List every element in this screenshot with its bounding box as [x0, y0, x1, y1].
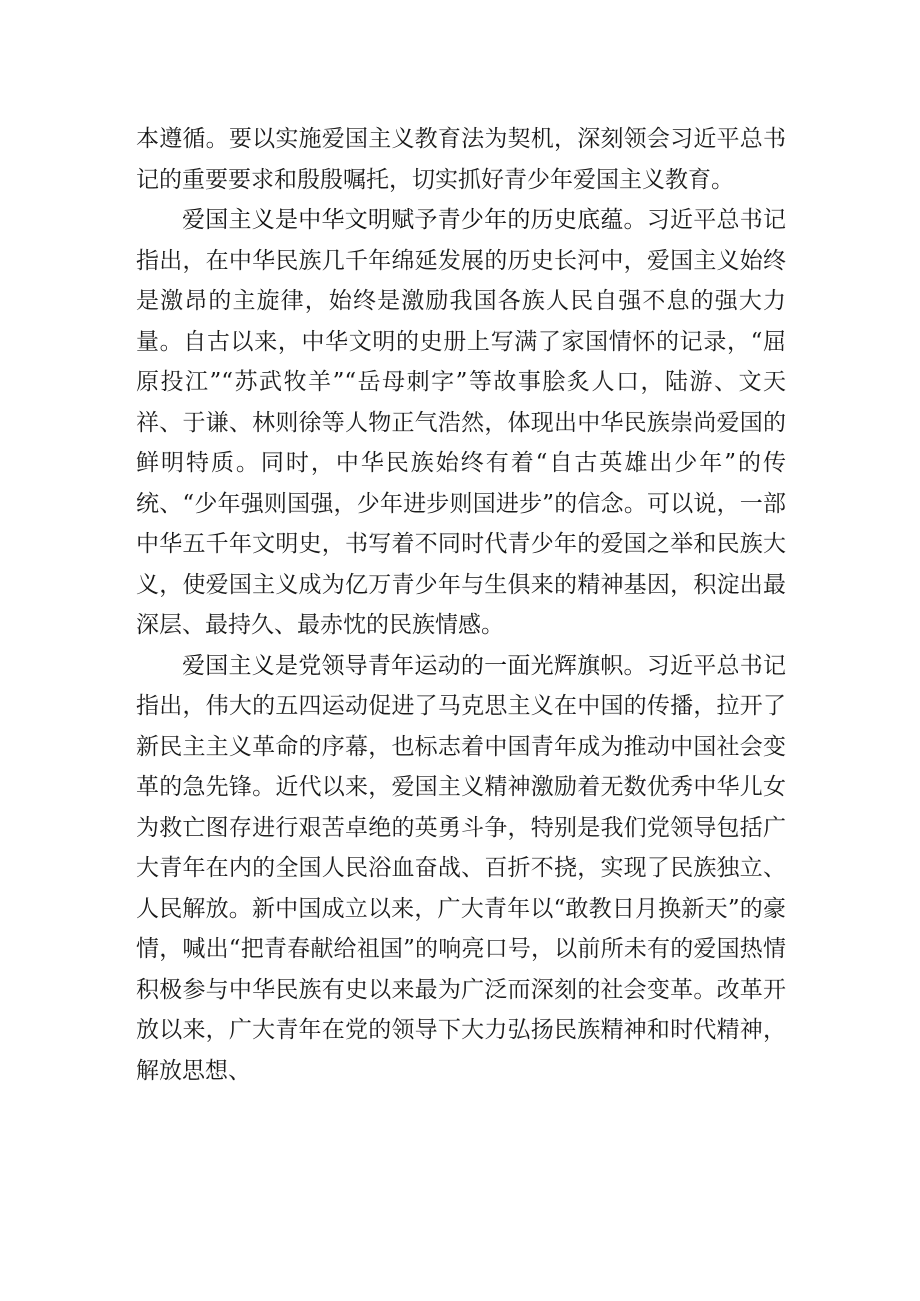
paragraph-body: 习近平总书记指出，在中华民族几千年绵延发展的历史长河中，爱国主义始终是激昂的主旋律，始终是激励我国各族人民自强不息的强大力量。自古以来，中华文明的史册上写满了家国情怀的记录，“屈原投江”“苏武牧羊”“岳母刺字”等故事脍炙人口，陆游、文天祥、于谦、林则徐等人物正气浩然，体现出中华民族崇尚爱国的鲜明特质。同时，中华民族始终有着“自古英雄出少年”的传统、“少年强则国强，少年进步则国进步”的信念。可以说，一部中华五千年文明史，书写着不同时代青少年的爱国之举和民族大义，使爱国主义成为亿万青少年与生俱来的精神基因，积淀出最深层、最持久、最赤忱的民族情感。 — [136, 207, 787, 638]
body-text — [136, 119, 786, 1091]
paragraph-youth-movement — [136, 646, 786, 1092]
paragraph-lead-sentence: 爱国主义是中华文明赋予青少年的历史底蕴。 — [182, 207, 647, 233]
paragraph-continuation — [136, 119, 786, 200]
paragraph-historical-heritage — [136, 200, 786, 646]
paragraph-body: 本遵循。要以实施爱国主义教育法为契机，深刻领会习近平总书记的重要要求和殷殷嘱托，切实抓好青少年爱国主义教育。 — [136, 126, 786, 193]
paragraph-lead-sentence: 爱国主义是党领导青年运动的一面光辉旗帜。 — [182, 652, 647, 679]
paragraph-body: 习近平总书记指出，伟大的五四运动促进了马克思主义在中国的传播，拉开了新民主主义革命的序幕，也标志着中国青年成为推动中国社会变革的急先锋。近代以来，爱国主义精神激励着无数优秀中华儿女为救亡图存进行艰苦卓绝的英勇斗争，特别是我们党领导包括广大青年在内的全国人民浴血奋战、百折不挠，实现了民族独立、人民解放。新中国成立以来，广大青年以“敢教日月换新天”的豪情，喊出“把青春献给祖国”的响亮口号，以前所未有的爱国热情积极参与中华民族有史以来最为广泛而深刻的社会变革。改革开放以来，广大青年在党的领导下大力弘扬民族精神和时代精神，解放思想、 — [136, 652, 787, 1084]
